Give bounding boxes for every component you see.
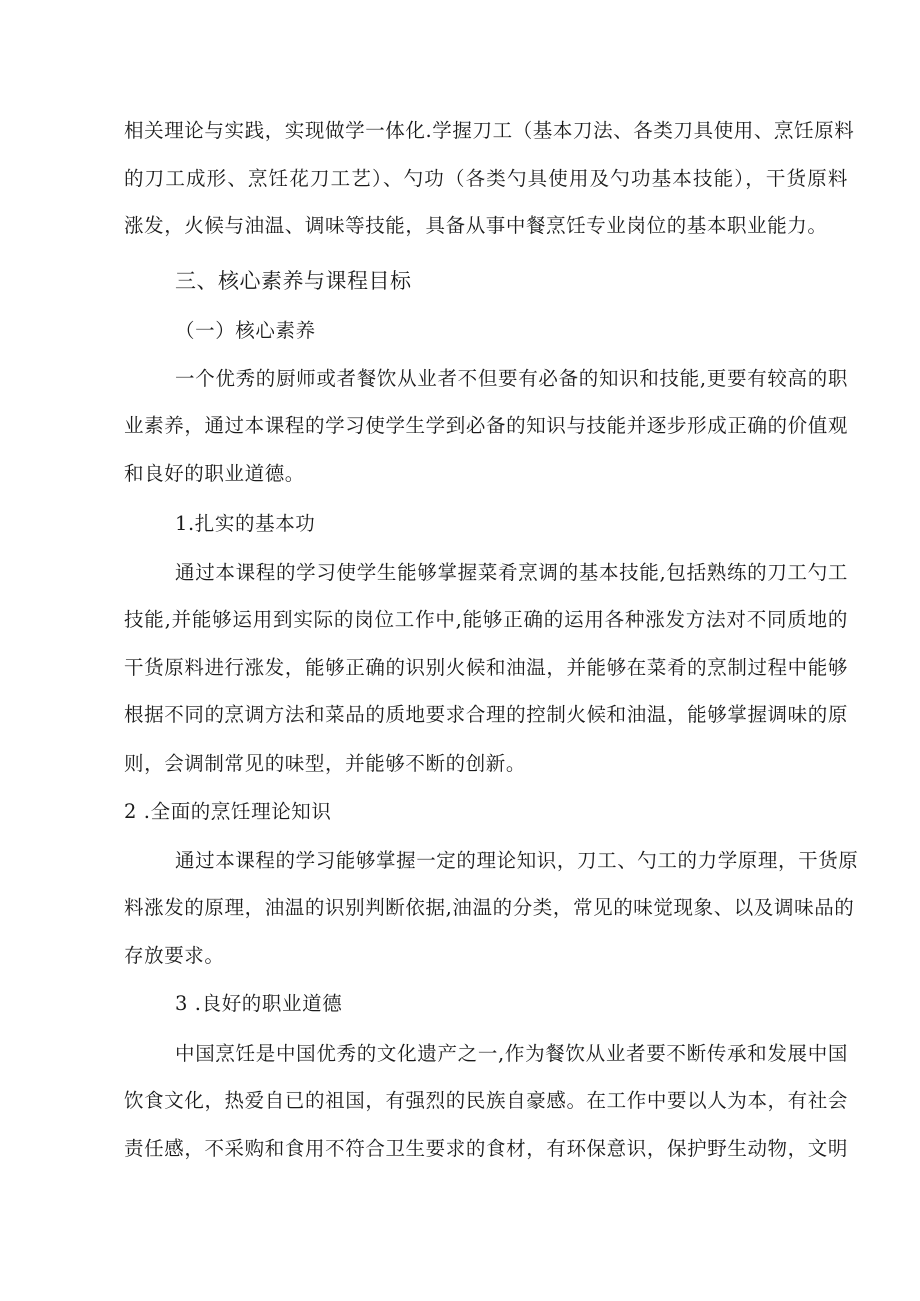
item1-line-2: 技能,并能够运用到实际的岗位工作中,能够正确的运用各种涨发方法对不同质地的 <box>124 608 848 631</box>
item3-title: 3 .良好的职业道德 <box>175 992 343 1015</box>
item3-line-2: 饮食文化，热爱自已的祖国，有强烈的民族自豪感。在工作中要以人为本，有社会 <box>124 1089 848 1112</box>
item3-line-3: 责任感，不采购和食用不符合卫生要求的食材，有环保意识，保护野生动物，文明 <box>124 1137 848 1160</box>
item1-line-5: 则，会调制常见的味型，并能够不断的创新。 <box>124 752 527 775</box>
item2-title: 2 .全面的烹饪理论知识 <box>124 800 332 823</box>
subsection-title: （一）核心素养 <box>175 319 316 342</box>
item1-line-1: 通过本课程的学习使学生能够掌握菜肴烹调的基本技能,包括熟练的刀工勺工 <box>175 561 848 584</box>
intro-line-1: 相关理论与实践，实现做学一体化.学握刀工（基本刀法、各类刀具使用、烹饪原料 <box>124 119 855 142</box>
item2-line-3: 存放要求。 <box>124 944 225 967</box>
intro-line-3: 涨发，火候与油温、调味等技能，具备从事中餐烹饪专业岗位的基本职业能力。 <box>124 214 828 237</box>
core-intro-line-3: 和良好的职业道德。 <box>124 462 305 485</box>
item1-line-3: 干货原料进行涨发，能够正确的识别火候和油温，并能够在菜肴的烹制过程中能够 <box>124 656 848 679</box>
item1-title: 1.扎实的基本功 <box>175 512 316 535</box>
core-intro-line-2: 业素养，通过本课程的学习使学生学到必备的知识与技能并逐步形成正确的价值观 <box>124 414 848 437</box>
item1-line-4: 根据不同的烹调方法和菜品的质地要求合理的控制火候和油温，能够掌握调味的原 <box>124 703 848 726</box>
item3-line-1: 中国烹饪是中国优秀的文化遗产之一,作为餐饮从业者要不断传承和发展中国 <box>175 1042 848 1065</box>
section-title: 三、核心素养与课程目标 <box>175 269 412 293</box>
intro-line-2: 的刀工成形、烹饪花刀工艺）、勺功（各类勺具使用及勺功基本技能），干货原料 <box>124 167 848 190</box>
item2-line-1: 通过本课程的学习能够掌握一定的理论知识，刀工、勺工的力学原理，干货原 <box>175 849 859 872</box>
item2-line-2: 料涨发的原理，油温的识别判断依据,油温的分类，常见的味觉现象、以及调味品的 <box>124 896 855 919</box>
core-intro-line-1: 一个优秀的厨师或者餐饮从业者不但要有必备的知识和技能,更要有较高的职 <box>175 367 848 390</box>
